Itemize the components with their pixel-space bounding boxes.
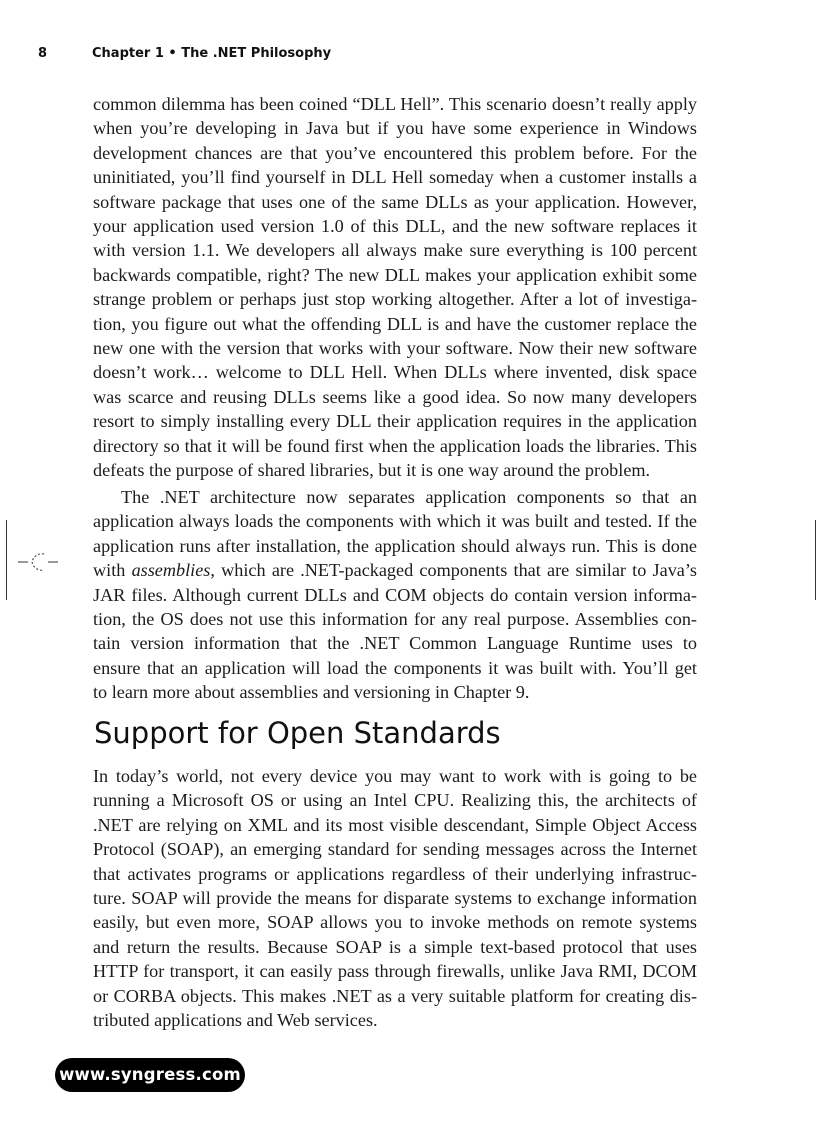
paragraph-open-standards — [93, 764, 697, 1032]
text-line: Protocol (SOAP), an emerging standard for sending messages across the Internet — [93, 839, 697, 860]
text-line: tributed applications and Web services. — [93, 1010, 378, 1031]
text-line: backwards compatible, right? The new DLL makes your application exhibit some — [93, 264, 697, 285]
text-line: defeats the purpose of shared libraries, but it is one way around the problem. — [93, 460, 651, 481]
text-line: to learn more about assemblies and versioning in Chapter 9. — [93, 682, 530, 703]
text-line: that activates programs or applications regardless of their underlying infrastruc- — [93, 863, 697, 884]
text-line: development chances are that you’ve encountered this problem before. For the — [93, 142, 697, 163]
running-head — [38, 46, 331, 61]
text-line: JAR files. Although current DLLs and COM objects do contain version informa- — [93, 584, 697, 605]
text-line: tion, you figure out what the offending DLL is and have the customer replace the — [93, 313, 697, 334]
text-line: application always loads the components with which it was built and tested. If the — [93, 511, 697, 532]
text-line: common dilemma has been coined “DLL Hell”. This scenario doesn’t really apply — [93, 94, 697, 114]
page-number: 8 — [38, 46, 48, 61]
text-line: .NET are relying on XML and its most visible descendant, Simple Object Access — [93, 814, 697, 835]
text-line: directory so that it will be found first when the application loads the libraries. This — [93, 435, 697, 456]
paragraph-dll-hell — [93, 92, 697, 483]
text-line: your application used version 1.0 of this DLL, and the new software replaces it — [93, 216, 697, 237]
text-line: The .NET architecture now separates application components so that an — [121, 487, 697, 507]
left-margin-rule — [6, 520, 7, 600]
chapter-title: Chapter 1 • The .NET Philosophy — [92, 46, 332, 61]
text-line: In today’s world, not every device you may want to work with is going to be — [93, 766, 697, 786]
text-line: easily, but even more, SOAP allows you to invoke methods on remote systems — [93, 912, 697, 933]
text-line: HTTP for transport, it can easily pass through firewalls, unlike Java RMI, DCOM — [93, 961, 697, 982]
emphasized-term: assemblies — [131, 560, 211, 581]
text-line: running a Microsoft OS or using an Intel CPU. Realizing this, the architects of — [93, 790, 697, 811]
text-line: was scarce and reusing DLLs seems like a good idea. So now many developers — [93, 386, 697, 407]
text-line: strange problem or perhaps just stop working altogether. After a lot of investiga- — [93, 289, 697, 310]
website-badge[interactable]: www.syngress.com — [55, 1058, 245, 1092]
text-line: ture. SOAP will provide the means for disparate systems to exchange information — [93, 888, 697, 909]
text-fragment: with — [93, 560, 132, 581]
text-line: resort to simply installing every DLL their application requires in the application — [93, 411, 697, 432]
text-line: doesn’t work… welcome to DLL Hell. When DLLs where invented, disk space — [93, 362, 697, 383]
text-line: tion, the OS does not use this information for any real purpose. Assemblies con- — [93, 609, 697, 630]
text-line: when you’re developing in Java but if you have some experience in Windows — [93, 118, 697, 139]
section-heading: Support for Open Standards — [94, 716, 501, 750]
text-line: and return the results. Because SOAP is a simple text-based protocol that uses — [93, 936, 697, 957]
text-line: application runs after installation, the application should always run. This is done — [93, 535, 697, 556]
text-line: with version 1.1. We developers all always make sure everything is 100 percent — [93, 240, 697, 261]
text-line: or CORBA objects. This makes .NET as a very suitable platform for creating dis- — [93, 985, 697, 1006]
text-line: ensure that an application will load the components it was built with. You’ll get — [93, 657, 697, 678]
text-fragment: , which are .NET-packaged components that are similar to Java’s — [210, 560, 697, 581]
text-line: new one with the version that works with your software. Now their new software — [93, 338, 697, 359]
registration-mark-icon — [18, 550, 58, 574]
text-line: uninitiated, you’ll find yourself in DLL Hell someday when a customer installs a — [93, 167, 697, 188]
text-line: tain version information that the .NET Common Language Runtime uses to — [93, 633, 697, 654]
paragraph-assemblies — [93, 485, 697, 705]
text-line-with-term — [93, 558, 697, 582]
text-line: software package that uses one of the same DLLs as your application. However, — [93, 191, 697, 212]
